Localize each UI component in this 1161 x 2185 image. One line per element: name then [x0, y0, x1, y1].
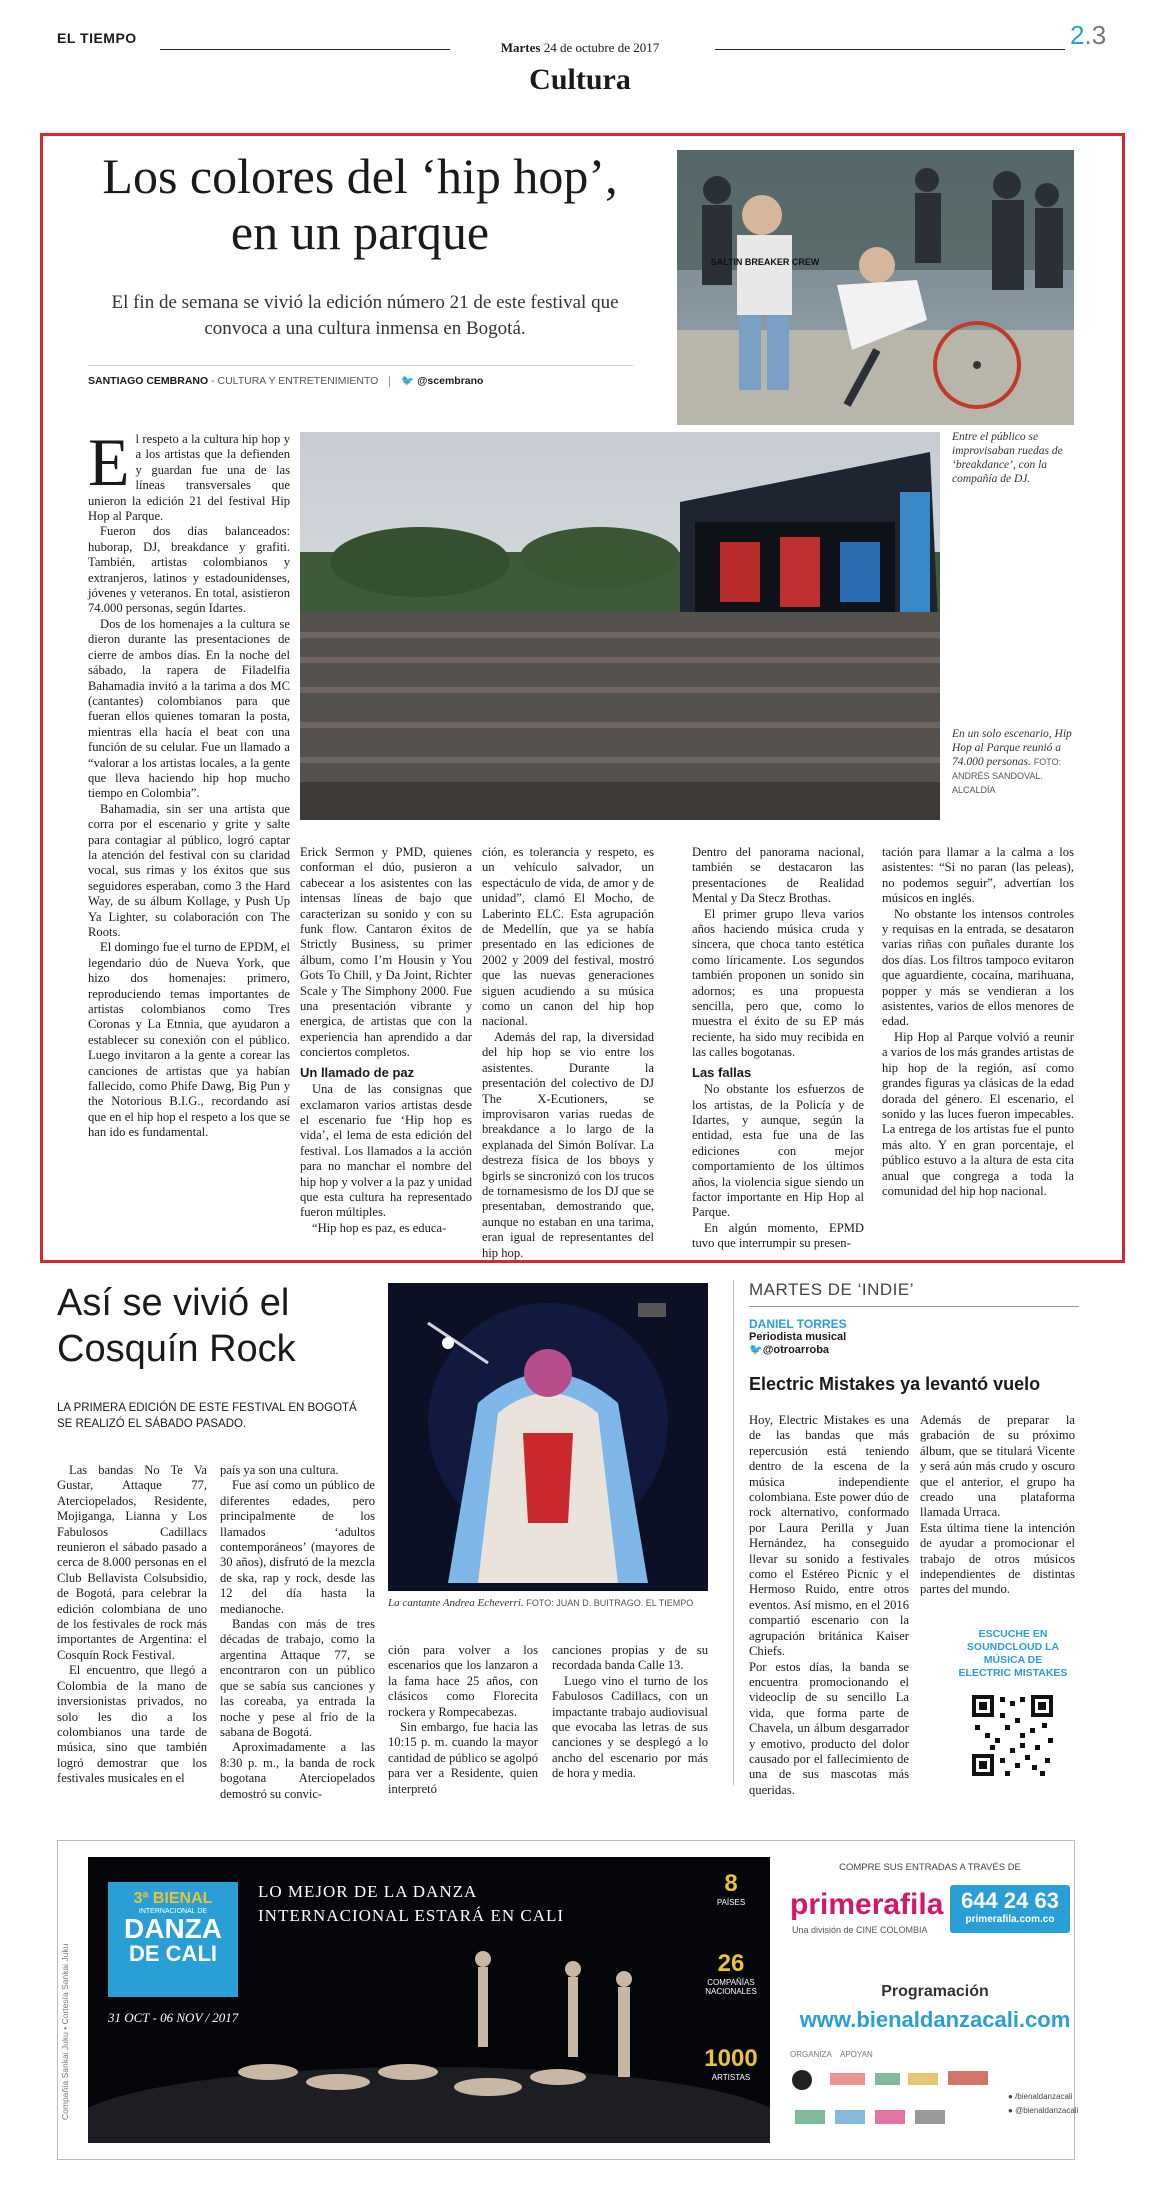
phone-box[interactable] [950, 1885, 1070, 1933]
paragraph: país ya son una cultura. [220, 1463, 339, 1477]
ad-stat-item [695, 1950, 767, 2045]
cosquin-photo [388, 1283, 708, 1591]
ad-social [1008, 2090, 1078, 2118]
breakdance-illustration [677, 150, 1074, 425]
paragraph: tación para llamar a la calma a los asistentes: “Si no paran (las peleas), no podemos seguir”, advertían los músicos en inglés. [882, 845, 1074, 906]
ad-programacion: Programación [881, 1983, 989, 2000]
header-rule-right [715, 49, 1065, 50]
page-number-main: 2 [1070, 20, 1085, 50]
article-col-3 [482, 845, 654, 1261]
subheading-peace: Un llamado de paz [300, 1064, 415, 1080]
ad-phone: 644 24 63 [961, 1888, 1059, 1913]
paragraph: Además del rap, la diversidad del hip hop se vio entre los asistentes. Durante la presentación del colectivo de DJ The X-Ecutioners, se improvisaron varias ruedas de breakdance a lo largo de la explanada del Simón Bolívar. La destreza física de los bboys y bgirls se sincronizó con los trucos de tornamesismo de los DJ que se presentaban, demostrando que, aunque no estaban en una tarima, eran igual de representantes del hip hop. [482, 1029, 654, 1260]
ad-dates: 31 OCT - 06 NOV / 2017 [108, 2010, 239, 2025]
ad-logo-box [108, 1882, 238, 1997]
paragraph: Dos de los homenajes a la cultura se dieron durante las presentaciones de cierre de ambos días. En la noche del sábado, la rapera de Filadelfia Bahamadia invitó a la tarima a dos MC (cantantes) colombianos para que fueran ellos quienes tomaran la posta, mientras ella hacía el beat con una función de su celular. Fue un llamado a “valorar a los artistas locales, a la gente que lleva haciendo hip hop mucho tiempo en Colombia”. [88, 616, 290, 801]
indie-kicker: MARTES DE ‘INDIE’ [749, 1280, 914, 1299]
ad-stat-item [695, 1870, 767, 1950]
date-day: Martes [500, 40, 541, 55]
indie-col-2 [920, 1413, 1075, 1598]
author-twitter[interactable]: @scembrano [417, 375, 484, 387]
ad-website[interactable]: www.bienaldanzacali.com [799, 2007, 1071, 2032]
byline-divider [389, 376, 390, 387]
ad-logo-line2: INTERNACIONAL DE [138, 1908, 208, 1915]
paragraph: Sin embargo, fue hacia las 10:15 p. m. cuando la mayor cantidad de público se agolpó para ver a Residente, quien interpretó [388, 1720, 538, 1796]
paragraph: Fueron dos días balanceados: huborap, DJ, breakdance y grafiti. También, artistas colombianos y extranjeros, latinos y estadounidenses, jóvenes y veteranos. En total, asistieron 74.000 personas, según Idartes. [88, 524, 290, 616]
paragraph: Por estos días, la banda se encuentra promocionando el videoclip de su sencillo La vida, que forma parte de Chavela, un álbum desgarrador y emotivo, producto del dolor causado por el fallecimiento de una de sus mascotas más queridas. [749, 1659, 909, 1797]
ad-stat-number: 8 [724, 1870, 738, 1897]
paragraph: El domingo fue el turno de EPDM, el legendario dúo de Nueva York, que hizo dos homenajes: primero, reproduciendo temas importantes de artistas colombianos como Tres Coronas y La Etnnia, que ayudaron a establecer su conexión con el público. Luego invitaron a la gente a corear las canciones de artistas que ya habían fallecido, como Phife Dawg, Big Pun y the Notorious B.I.G., recordando así que en el hip hop el respeto a los que se han ido es fundamental. [88, 940, 290, 1140]
indie-author: DANIEL TORRES [749, 1317, 847, 1331]
ad-social-2[interactable]: @bienaldanzacali [1015, 2106, 1079, 2115]
ad-stat-label: ARTISTAS [711, 2073, 751, 2082]
paragraph: Bandas con más de tres décadas de trabajo, como la argentina Attaque 77, se encontraron con un público que se sabía sus canciones y las coreaba, ya entrada la noche y pese al frío de la sabana de Bogotá. [220, 1617, 375, 1739]
ad-stat-number: 1000 [704, 2045, 758, 2072]
subheading-failures: Las fallas [692, 1064, 752, 1080]
indie-title: Electric Mistakes ya levantó vuelo [749, 1374, 1041, 1394]
paragraph: Además de preparar la grabación de su próximo álbum, que se titulará Vicente y será aún más crudo y oscuro que el anterior, el grupo ha creado una plataforma llamada Urraca. [920, 1413, 1075, 1520]
article-col-5 [882, 845, 1074, 1199]
breakdance-caption: Entre el público se improvisaban ruedas de ‘breakdance’, con la compañía de DJ. [952, 431, 1063, 485]
byline-rule [88, 365, 633, 366]
breakdance-photo [677, 150, 1074, 425]
cosquin-col-1 [57, 1463, 207, 1787]
ad-tagline-2: INTERNACIONAL ESTARÁ EN CALI [258, 1906, 565, 1925]
qr-label: ESCUCHE EN SOUNDCLOUD LA MÚSICA DE ELECTRIC MISTAKES [958, 1628, 1068, 1679]
ad-phone-site: primerafila.com.co [965, 1914, 1055, 1925]
ad-stats [695, 1870, 767, 2082]
indie-author-role: Periodista musical [749, 1331, 847, 1343]
paragraph: ción, es tolerancia y respeto, es un vehículo salvador, un espectáculo de vida, de amor y de unidad”, clamó El Mocho, de Laberinto ELC. Esta agrupación de Medellín, que ya se había presentado en las ediciones de 2002 y 2009 del festival, mostró que las nuevas generaciones siguen acudiendo a su música como un canon del hip hop nacional. [482, 845, 654, 1029]
stage-caption [952, 727, 1072, 797]
paragraph: Una de las consignas que exclamaron varios artistas desde el escenario fue ‘Hip hop es vida’, el lema de esta edición del festival. Los llamados a la acción para no manchar el nombre del hip hop y volver a la paz y unidad que esta cultura ha representado fueron múltiples. [300, 1082, 472, 1220]
primerafila-sub: Una división de CINE COLOMBIA [792, 1925, 928, 1935]
page-number [1070, 20, 1106, 51]
section-title: Cultura [529, 63, 631, 96]
paragraph: Hoy, Electric Mistakes es una de las bandas que más repercusión está teniendo dentro de la escena de la música independiente colombiana. Este power dúo de rock alternativo, conformado por Laura Perilla y Juan Hernández, ha conseguido llevar su sonido a festivales como el Estéreo Picnic y el Hermoso Ruido, entre otros eventos. Así mismo, en el 2016 compartió escenario con la agrupación británica Kaiser Chiefs. [749, 1413, 909, 1659]
cosquin-caption-credit: FOTO: JUAN D. BUITRAGO. EL TIEMPO [526, 1598, 694, 1608]
ad-stat-label: COMPAÑÍAS NACIONALES [705, 1978, 757, 1996]
author-role: - CULTURA Y ENTRETENIMIENTO [208, 375, 379, 387]
cosquin-deck: LA PRIMERA EDICIÓN DE ESTE FESTIVAL EN BOGOTÁ SE REALIZÓ EL SÁBADO PASADO. [57, 1402, 357, 1430]
date-rest: 24 de octubre de 2017 [543, 40, 660, 55]
paragraph: No obstante los intensos controles y requisas en la entrada, se desataron varias riñas con puñales durante los dos días. Los filtros tampoco evitaron que aguardiente, cocaína, marihuana, popper y más se vendieran a los asistentes, varios de ellos menores de edad. [882, 906, 1074, 1029]
indie-twitter[interactable]: @otroarroba [762, 1344, 830, 1356]
article-subtitle: El fin de semana se vivió la edición número 21 de este festival que convoca a una cultura inmensa en Bogotá. [111, 292, 619, 339]
cosquin-title: Así se vivió el Cosquín Rock [57, 1282, 296, 1370]
twitter-icon: 🐦 [749, 1344, 763, 1356]
primerafila-logo: primerafila [790, 1888, 944, 1921]
ad-side-credit: Compañía Sankai Juku • Cortesía Sankai Juku [60, 1943, 70, 2120]
date-line [460, 40, 700, 56]
ad-organiza: ORGANIZA [790, 2050, 832, 2059]
paragraph: No obstante los esfuerzos de los artistas, de la Policía y de Idartes, y aunque, según la entidad, esta fue una de las ediciones con mejor comportamiento de los últimos años, la violencia sigue siendo un factor importante en Hip Hop al Parque. [692, 1082, 864, 1220]
ad-buy-label: COMPRE SUS ENTRADAS A TRAVÉS DE [839, 1862, 1021, 1873]
twitter-icon: ● [1008, 2106, 1013, 2115]
brand: EL TIEMPO [57, 30, 137, 46]
paragraph: Dentro del panorama nacional, también se destacaron las presentaciones de Realidad Mental y Da Stecz Brothas. [692, 845, 864, 906]
paragraph: Hip Hop al Parque volvió a reunir a varios de los más grandes artistas de hip hop de la región, así como grandes figuras ya clásicas de la edad dorada del género. El escenario, el sonido y las luces fueron impecables. La entrega de los artistas fue el punto más alto. Y en gran porcentaje, el público estuvo a la altura de esta cita anual que congrega a toda la comunidad del hip hop nacional. [882, 1029, 1074, 1198]
ad-social-1[interactable]: /bienaldanzacali [1015, 2092, 1073, 2101]
cosquin-col-4 [552, 1643, 708, 1782]
author-name: SANTIAGO CEMBRANO [88, 375, 209, 387]
byline [88, 374, 648, 387]
paragraph: Fue así como un público de diferentes edades, pero principalmente de los llamados ‘adultos contemporáneos’ (mayores de 30 años), disfrutó de la mezcla de ska, rap y rock, desde las 12 del día hasta la medianoche. [220, 1478, 375, 1616]
article-col-4 [692, 845, 864, 1252]
dropcap: E [88, 424, 130, 500]
header-rule-left [160, 49, 450, 50]
indie-kicker-rule [749, 1306, 1079, 1307]
paragraph: canciones propias y de su recordada banda Calle 13. [552, 1643, 708, 1673]
singer-illustration [388, 1283, 708, 1591]
cosquin-col-2 [220, 1463, 375, 1802]
paragraph: Bahamadia, sin ser una artista que corra por el escenario y grite y salte para contagiar al público, logró captar la atención del festival con su claridad vocal, sus rimas y los éxitos que sus seguidores esperaban, como 3 the Hard Way, de su álbum Kollage, y Push Up Ya Lighter, su colaboración con The Roots. [88, 801, 290, 939]
stage-illustration [300, 432, 940, 820]
indie-col-1 [749, 1413, 909, 1798]
qr-code-icon [970, 1693, 1055, 1778]
article-col-2 [300, 845, 472, 1236]
ad-logo-line1: 3ª BIENAL [133, 1890, 213, 1907]
ad-tagline [258, 1880, 564, 1928]
paragraph: l respeto a la cultura hip hop y a los artistas que la defienden y guardan fue una de las líneas transversales que unieron la edición 21 del festival Hip Hop al Parque. [88, 432, 290, 524]
ad-logo-line4: DE CALI [129, 1941, 217, 1966]
cosquin-caption-text: La cantante Andrea Echeverri. [388, 1597, 524, 1609]
twitter-icon: 🐦 [401, 375, 415, 387]
paragraph: ción para volver a los escenarios que los lanzaron a la fama hace 25 años, con clásicos como Florecita rockera y Rompecabezas. [388, 1643, 538, 1719]
sponsor-logos [790, 2065, 1000, 2135]
stage-caption-credit: FOTO: ANDRÉS SANDOVAL. ALCALDÍA [952, 757, 1062, 795]
stage-photo [300, 432, 940, 820]
paragraph: El primer grupo lleva varios años haciendo música cruda y sincera, que choca tanto estética como líricamente. Los segundos también proponen un sonido sin adornos; es una propuesta sencilla, pero que, como lo muestra el éxito de su EP más reciente, ha sido muy recibida en las calles bogotanas. [692, 906, 864, 1060]
ad-stat-number: 26 [717, 1950, 745, 1977]
ad-apoyan: APOYAN [840, 2050, 873, 2059]
article-title: Los colores del ‘hip hop’, en un parque [102, 148, 618, 260]
paragraph: Aproximadamente a las 8:30 p. m., la banda de rock bogotana Aterciopelados demostró su convic- [220, 1740, 375, 1801]
paragraph: Luego vino el turno de los Fabulosos Cadillacs, con un impactante trabajo audiovisual que evocaba las letras de sus canciones y se desplegó a lo ancho del escenario por más de hora y media. [552, 1673, 708, 1781]
ad-logo-line3: DANZA [124, 1913, 222, 1944]
ad-stat-item [695, 2045, 767, 2082]
paragraph: Las bandas No Te Va Gustar, Attaque 77, Aterciopelados, Residente, Mojiganga, Lianna y Los Fabulosos Cadillacs reunieron el sábado pasado a cerca de 8.000 personas en el Club Bellavista Colsubsidio, de Bogotá, para celebrar la edición colombiana de uno de los festivales de rock más importantes de Argentina: el Cosquín Rock Festival. [57, 1463, 207, 1662]
column-divider [733, 1280, 734, 1785]
indie-byline [749, 1318, 847, 1357]
cosquin-col-3 [388, 1643, 538, 1797]
paragraph: El encuentro, que llegó a Colombia de la mano de inversionistas privados, no solo les dio a los colombianos una tarde de música, sino que también logró demostrar que los festivales musicales en el [57, 1663, 207, 1786]
shirt-text: SALTIN BREAKER CREW [710, 257, 820, 267]
facebook-icon: ● [1008, 2092, 1013, 2101]
sponsor-logos-icon [790, 2065, 1000, 2135]
article-col-1 [88, 424, 290, 1141]
paragraph: Erick Sermon y PMD, quienes conforman el dúo, pusieron a cabecear a los asistentes con las intensas líneas de bajo que caracterizan su sonido y con su funk flow. Cantaron éxitos de Strictly Business, su primer álbum, como I’m Housin y You Gots To Chill, y Da Joint, Richter Scale y The Simphony 2000. Fue una presentación vibrante y energica, de artistas que con la experiencia han aprendido a dar conciertos completos. [300, 845, 472, 1060]
ad-tagline-1: LO MEJOR DE LA DANZA [258, 1882, 478, 1901]
stage-caption-text: En un solo escenario, Hip Hop al Parque reunió a 74.000 personas. [952, 728, 1072, 768]
paragraph: “Hip hop es paz, es educa- [312, 1220, 447, 1235]
paragraph: Esta última tiene la intención de ayudar a promocionar el trabajo de otros músicos independientes de distintas partes del mundo. [920, 1520, 1075, 1597]
page-number-sub: .3 [1084, 20, 1107, 50]
paragraph: En algún momento, EPMD tuvo que interrumpir su presen- [692, 1220, 864, 1251]
qr-code[interactable] [970, 1693, 1055, 1778]
cosquin-caption [388, 1596, 708, 1610]
ad-stat-label: PAÍSES [716, 1898, 746, 1907]
